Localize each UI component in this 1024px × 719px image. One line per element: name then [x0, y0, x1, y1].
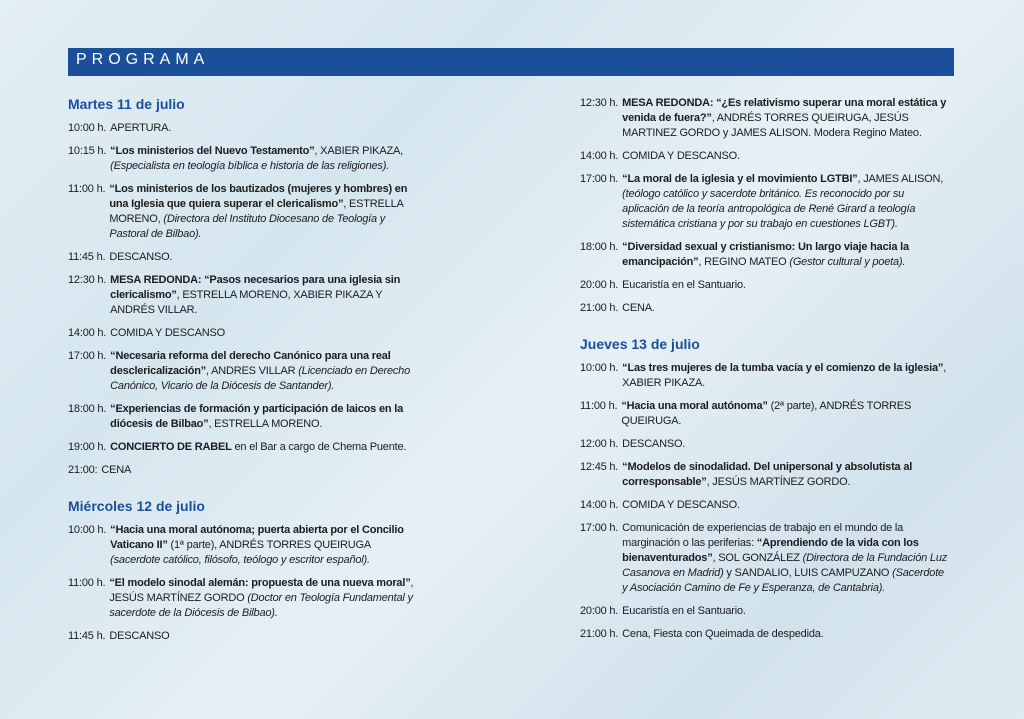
schedule-entry — [68, 523, 418, 568]
entry-plain-text: , JESÚS MARTÍNEZ GORDO. — [706, 476, 851, 488]
entry-time: 12:30 h. — [68, 274, 107, 286]
entry-plain-text: , ESTRELLA MORENO. — [208, 418, 323, 430]
entry-italic-text: (Gestor cultural y poeta). — [789, 256, 906, 268]
schedule-entry — [580, 301, 950, 316]
entry-plain-text: , XABIER PIKAZA. — [622, 362, 947, 389]
entry-text — [101, 463, 418, 478]
entry-text — [110, 326, 418, 341]
entry-bold-text: “Necesaria reforma del derecho Canónico para una real desclericalización” — [110, 350, 391, 377]
entry-plain-text: DESCANSO. — [622, 438, 686, 450]
schedule-entry — [68, 463, 418, 478]
entry-plain-text: , XABIER PIKAZA, — [314, 145, 403, 157]
entry-plain-text: y SANDALIO, LUIS CAMPUZANO — [723, 567, 893, 579]
entry-plain-text: DESCANSO — [109, 630, 170, 642]
entry-plain-text: APERTURA. — [110, 122, 172, 134]
entry-text — [110, 121, 418, 136]
entry-plain-text: , SOL GONZÁLEZ — [712, 552, 803, 564]
entry-time: 10:00 h. — [580, 362, 619, 374]
entry-text — [622, 172, 950, 232]
schedule-entry — [68, 440, 418, 455]
entry-bold-text: MESA REDONDA: “¿Es relativismo superar una moral estática y venida de fuera?” — [622, 97, 947, 124]
entry-italic-text: (Directora de la Fundación Luz Casanova en Madrid) — [622, 552, 948, 579]
entry-text — [110, 273, 418, 318]
entry-bold-text: “Las tres mujeres de la tumba vacía y el comienzo de la iglesia” — [622, 362, 944, 374]
entry-bold-text: “Experiencias de formación y participación de laicos en la diócesis de Bilbao” — [110, 403, 404, 430]
schedule-entry — [580, 498, 950, 513]
entry-text — [622, 301, 950, 316]
schedule-entry — [580, 96, 950, 141]
entry-time: 14:00 h. — [580, 499, 619, 511]
day-heading-jueves: Jueves 13 de julio — [580, 336, 700, 352]
entry-time: 11:00 h. — [68, 577, 106, 589]
entry-plain-text: COMIDA Y DESCANSO — [110, 327, 225, 339]
schedule-entry — [68, 144, 418, 174]
entry-time: 20:00 h. — [580, 279, 619, 291]
entry-text — [110, 523, 418, 568]
entry-text — [109, 250, 418, 265]
entry-plain-text: , ANDRÉS TORRES QUEIRUGA, JESÚS MARTINEZ GORDO y JAMES ALISON. Modera Regino Mateo. — [622, 112, 922, 139]
schedule-entry — [68, 402, 418, 432]
schedule-entry — [68, 273, 418, 318]
entry-plain-text: COMIDA Y DESCANSO. — [622, 499, 740, 511]
day-list-miercoles — [68, 523, 418, 644]
entry-bold-text: “Diversidad sexual y cristianismo: Un largo viaje hacia la emancipación” — [622, 241, 909, 268]
day-list-miercoles-cont — [580, 96, 950, 316]
day-list-jueves — [580, 361, 950, 642]
schedule-entry — [68, 349, 418, 394]
entry-bold-text: “Los ministerios de los bautizados (mujeres y hombres) en una Iglesia que quiera superar el clericalismo” — [109, 183, 408, 210]
entry-time: 20:00 h. — [580, 605, 619, 617]
schedule-entry — [580, 149, 950, 164]
entry-time: 11:00 h. — [68, 183, 106, 195]
entry-plain-text: CENA — [101, 464, 132, 476]
entry-plain-text: Eucaristía en el Santuario. — [622, 279, 746, 291]
entry-italic-text: (teólogo católico y sacerdote británico. Es reconocido por su aplicación de la teoría antropológica de René Girard a teología sistemática cristiana y por su trabajo en cuestiones LGBT). — [622, 188, 916, 230]
schedule-entry — [68, 576, 418, 621]
schedule-entry — [580, 278, 950, 293]
schedule-entry — [580, 627, 950, 642]
entry-text — [621, 399, 950, 429]
entry-text — [622, 521, 950, 596]
schedule-entry — [68, 182, 418, 242]
schedule-entry — [68, 629, 418, 644]
schedule-entry — [580, 172, 950, 232]
day-list-martes — [68, 121, 418, 478]
entry-text — [622, 149, 950, 164]
entry-time: 14:00 h. — [68, 327, 107, 339]
schedule-entry — [580, 521, 950, 596]
entry-time: 17:00 h. — [68, 350, 107, 362]
entry-plain-text: , ESTRELLA MORENO, — [109, 198, 404, 225]
entry-time: 10:15 h. — [68, 145, 107, 157]
entry-time: 10:00 h. — [68, 524, 107, 536]
entry-time: 11:00 h. — [580, 400, 618, 412]
entry-time: 17:00 h. — [580, 173, 619, 185]
entry-plain-text: en el Bar a cargo de Chema Puente. — [231, 441, 407, 453]
left-column — [68, 92, 418, 652]
entry-text — [622, 437, 950, 452]
entry-text — [622, 240, 950, 270]
schedule-entry — [68, 250, 418, 265]
entry-plain-text: , JESÚS MARTÍNEZ GORDO — [109, 577, 414, 604]
entry-plain-text: Eucaristía en el Santuario. — [622, 605, 746, 617]
entry-italic-text: (Doctor en Teología Fundamental y sacerdote de la Diócesis de Bilbao). — [109, 592, 413, 619]
entry-time: 14:00 h. — [580, 150, 619, 162]
entry-pre-text: Comunicación de experiencias de trabajo en el mundo de la marginación o las periferias: — [622, 522, 904, 549]
entry-time: 18:00 h. — [68, 403, 107, 415]
entry-time: 18:00 h. — [580, 241, 619, 253]
schedule-entry — [580, 399, 950, 429]
entry-text — [622, 627, 950, 642]
entry-bold-text: MESA REDONDA: “Pasos necesarios para una iglesia sin clericalismo” — [110, 274, 401, 301]
day-heading-martes: Martes 11 de julio — [68, 96, 185, 112]
entry-bold-text: “La moral de la iglesia y el movimiento LGTBI” — [622, 173, 858, 185]
schedule-entry — [580, 604, 950, 619]
entry-text — [622, 460, 950, 490]
entry-plain-text: CENA. — [622, 302, 655, 314]
entry-text — [109, 576, 418, 621]
entry-bold-text: “Los ministerios del Nuevo Testamento” — [110, 145, 315, 157]
entry-time: 21:00 h. — [580, 302, 619, 314]
schedule-entry — [68, 121, 418, 136]
entry-bold-text: “Modelos de sinodalidad. Del unipersonal y absolutista al corresponsable” — [622, 461, 913, 488]
entry-text — [110, 144, 418, 174]
entry-bold-text: “Aprendiendo de la vida con los bienaventurados” — [622, 537, 919, 564]
entry-bold-text: “Hacia una moral autónoma” — [621, 400, 768, 412]
entry-italic-text: (Licenciado en Derecho Canónico, Vicario de la Diócesis de Santander). — [110, 365, 411, 392]
entry-text — [110, 440, 418, 455]
entry-time: 10:00 h. — [68, 122, 107, 134]
entry-bold-text: CONCIERTO DE RABEL — [110, 441, 232, 453]
page-title: PROGRAMA — [76, 51, 210, 68]
entry-text — [622, 604, 950, 619]
entry-plain-text: (1ª parte), ANDRÉS TORRES QUEIRUGA — [167, 539, 371, 551]
entry-plain-text: (2ª parte), ANDRÉS TORRES QUEIRUGA. — [621, 400, 912, 427]
schedule-entry — [68, 326, 418, 341]
entry-italic-text: (sacerdote católico, filósofo, teólogo y escritor español). — [110, 554, 370, 566]
entry-plain-text: , REGINO MATEO — [698, 256, 790, 268]
entry-time: 19:00 h. — [68, 441, 107, 453]
entry-time: 11:45 h. — [68, 630, 106, 642]
entry-time: 11:45 h. — [68, 251, 106, 263]
entry-text — [622, 498, 950, 513]
entry-time: 17:00 h. — [580, 522, 619, 534]
entry-text — [109, 629, 418, 644]
entry-text — [110, 349, 418, 394]
entry-time: 12:30 h. — [580, 97, 619, 109]
entry-italic-text: (Especialista en teología bíblica e historia de las religiones). — [110, 160, 390, 172]
entry-plain-text: , ESTRELLA MORENO, XABIER PIKAZA Y ANDRÉS VILLAR. — [110, 289, 383, 316]
entry-plain-text: , ANDRES VILLAR — [206, 365, 299, 377]
day-heading-miercoles: Miércoles 12 de julio — [68, 498, 205, 514]
entry-plain-text: COMIDA Y DESCANSO. — [622, 150, 740, 162]
entry-plain-text: DESCANSO. — [109, 251, 173, 263]
entry-bold-text: “El modelo sinodal alemán: propuesta de una nueva moral” — [109, 577, 411, 589]
entry-text — [110, 402, 418, 432]
entry-time: 12:00 h. — [580, 438, 619, 450]
entry-text — [109, 182, 418, 242]
entry-plain-text: , JAMES ALISON, — [857, 173, 944, 185]
schedule-entry — [580, 460, 950, 490]
entry-time: 12:45 h. — [580, 461, 619, 473]
programa-banner — [68, 48, 954, 76]
entry-text — [622, 278, 950, 293]
entry-bold-text: “Hacia una moral autónoma; puerta abierta por el Concilio Vaticano II” — [110, 524, 404, 551]
entry-italic-text: (Directora del Instituto Diocesano de Teología y Pastoral de Bilbao). — [109, 213, 386, 240]
entry-time: 21:00: — [68, 464, 98, 476]
schedule-entry — [580, 361, 950, 391]
entry-plain-text: Cena, Fiesta con Queimada de despedida. — [622, 628, 824, 640]
schedule-entry — [580, 437, 950, 452]
right-column — [580, 96, 950, 650]
entry-time: 21:00 h. — [580, 628, 619, 640]
entry-text — [622, 96, 950, 141]
entry-text — [622, 361, 950, 391]
schedule-entry — [580, 240, 950, 270]
entry-italic-text: (Sacerdote y Asociación Camino de Fe y Esperanza, de Cantabria). — [622, 567, 944, 594]
